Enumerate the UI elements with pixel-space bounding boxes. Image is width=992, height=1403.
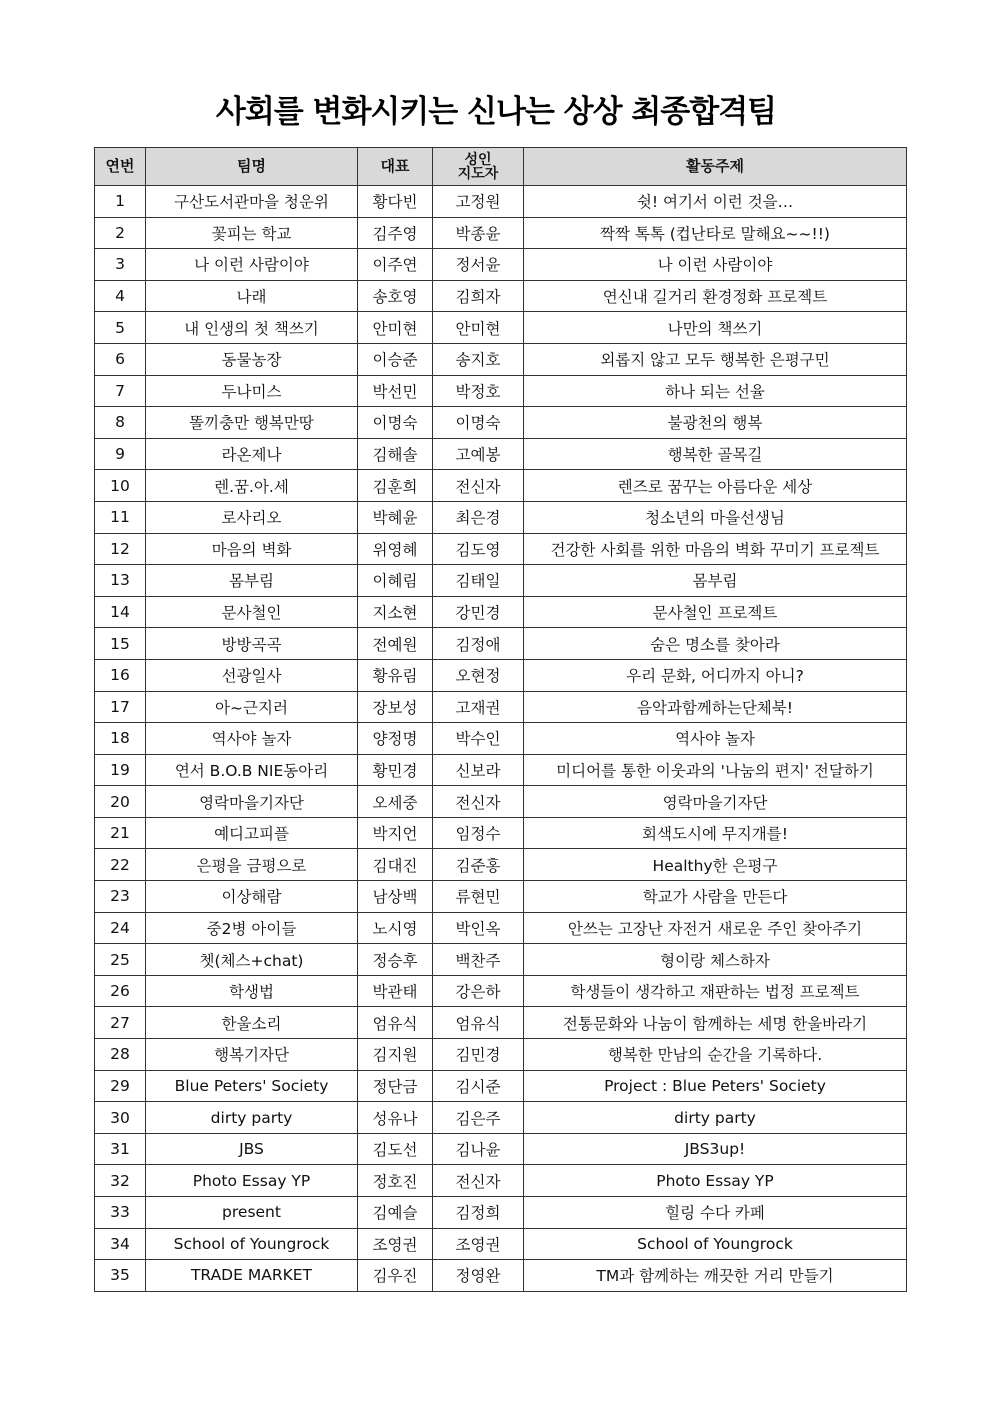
cell-topic: 행복한 만남의 순간을 기록하다.: [524, 1039, 907, 1071]
table-row: [95, 881, 907, 913]
header-rep: 대표: [358, 148, 433, 186]
team-roster-table: [94, 147, 907, 1292]
cell-advisor: 박수인: [433, 723, 524, 755]
cell-no: 32: [95, 1165, 146, 1197]
cell-rep: 위영혜: [358, 533, 433, 565]
cell-rep: 장보성: [358, 691, 433, 723]
table-row: [95, 565, 907, 597]
cell-team: 나래: [146, 280, 358, 312]
cell-team: 연서 B.O.B NIE동아리: [146, 754, 358, 786]
cell-team: 쳇(체스+chat): [146, 944, 358, 976]
cell-advisor: 전신자: [433, 470, 524, 502]
cell-no: 23: [95, 881, 146, 913]
cell-advisor: 엄유식: [433, 1007, 524, 1039]
cell-topic: 숨은 명소를 찾아라: [524, 628, 907, 660]
table-row: [95, 407, 907, 439]
cell-no: 11: [95, 501, 146, 533]
cell-rep: 김주영: [358, 217, 433, 249]
cell-rep: 황다빈: [358, 186, 433, 218]
header-advisor-line2: 지도자: [457, 165, 499, 182]
cell-rep: 엄유식: [358, 1007, 433, 1039]
table-row: [95, 912, 907, 944]
cell-topic: Healthy한 은평구: [524, 849, 907, 881]
cell-advisor: 강은하: [433, 975, 524, 1007]
cell-rep: 지소현: [358, 596, 433, 628]
cell-no: 19: [95, 754, 146, 786]
cell-advisor: 최은경: [433, 501, 524, 533]
table-row: [95, 438, 907, 470]
table-row: [95, 723, 907, 755]
table-row: [95, 501, 907, 533]
cell-no: 15: [95, 628, 146, 660]
table-row: [95, 659, 907, 691]
cell-topic: 외롭지 않고 모두 행복한 은평구민: [524, 343, 907, 375]
cell-advisor: 안미현: [433, 312, 524, 344]
cell-no: 22: [95, 849, 146, 881]
cell-team: 마음의 벽화: [146, 533, 358, 565]
cell-topic: 청소년의 마을선생님: [524, 501, 907, 533]
cell-team: JBS: [146, 1133, 358, 1165]
cell-team: 역사야 놀자: [146, 723, 358, 755]
cell-topic: 학교가 사람을 만든다: [524, 881, 907, 913]
cell-advisor: 정서윤: [433, 249, 524, 281]
cell-rep: 이명숙: [358, 407, 433, 439]
table-row: [95, 470, 907, 502]
cell-no: 25: [95, 944, 146, 976]
table-row: [95, 691, 907, 723]
cell-rep: 박혜윤: [358, 501, 433, 533]
cell-advisor: 조영권: [433, 1228, 524, 1260]
page-title: 사회를 변화시키는 신나는 상상 최종합격팀: [215, 94, 777, 130]
cell-team: 문사철인: [146, 596, 358, 628]
header-advisor: [433, 148, 524, 186]
cell-rep: 김지원: [358, 1039, 433, 1071]
cell-topic: 문사철인 프로젝트: [524, 596, 907, 628]
cell-team: Photo Essay YP: [146, 1165, 358, 1197]
cell-rep: 송호영: [358, 280, 433, 312]
cell-topic: 우리 문화, 어디까지 아니?: [524, 659, 907, 691]
cell-topic: TM과 함께하는 깨끗한 거리 만들기: [524, 1260, 907, 1292]
cell-no: 9: [95, 438, 146, 470]
cell-topic: 미디어를 통한 이웃과의 '나눔의 편지' 전달하기: [524, 754, 907, 786]
cell-rep: 김훈희: [358, 470, 433, 502]
cell-topic: 불광천의 행복: [524, 407, 907, 439]
cell-topic: Project : Blue Peters' Society: [524, 1070, 907, 1102]
table-row: [95, 375, 907, 407]
cell-team: 학생법: [146, 975, 358, 1007]
cell-no: 24: [95, 912, 146, 944]
cell-team: 한울소리: [146, 1007, 358, 1039]
cell-no: 1: [95, 186, 146, 218]
cell-advisor: 김민경: [433, 1039, 524, 1071]
cell-rep: 이주연: [358, 249, 433, 281]
cell-team: dirty party: [146, 1102, 358, 1134]
cell-rep: 조영권: [358, 1228, 433, 1260]
cell-topic: 짝짝 톡톡 (컵난타로 말해요~~!!): [524, 217, 907, 249]
cell-advisor: 고정원: [433, 186, 524, 218]
table-row: [95, 1102, 907, 1134]
cell-advisor: 김정희: [433, 1197, 524, 1229]
cell-advisor: 백찬주: [433, 944, 524, 976]
table-row: [95, 944, 907, 976]
cell-team: 로사리오: [146, 501, 358, 533]
cell-team: Blue Peters' Society: [146, 1070, 358, 1102]
table-row: [95, 1133, 907, 1165]
cell-no: 29: [95, 1070, 146, 1102]
cell-no: 6: [95, 343, 146, 375]
cell-topic: 건강한 사회를 위한 마음의 벽화 꾸미기 프로젝트: [524, 533, 907, 565]
cell-advisor: 류현민: [433, 881, 524, 913]
cell-no: 16: [95, 659, 146, 691]
cell-advisor: 고재권: [433, 691, 524, 723]
cell-no: 13: [95, 565, 146, 597]
cell-advisor: 정영완: [433, 1260, 524, 1292]
cell-topic: 안쓰는 고장난 자전거 새로운 주인 찾아주기: [524, 912, 907, 944]
cell-rep: 양정명: [358, 723, 433, 755]
table-row: [95, 186, 907, 218]
cell-topic: 연신내 길거리 환경정화 프로젝트: [524, 280, 907, 312]
cell-no: 21: [95, 817, 146, 849]
table-row: [95, 1260, 907, 1292]
cell-no: 26: [95, 975, 146, 1007]
table-row: [95, 1007, 907, 1039]
cell-topic: 회색도시에 무지개를!: [524, 817, 907, 849]
cell-no: 34: [95, 1228, 146, 1260]
cell-no: 14: [95, 596, 146, 628]
table-row: [95, 1197, 907, 1229]
table-row: [95, 628, 907, 660]
cell-advisor: 신보라: [433, 754, 524, 786]
table-row: [95, 1039, 907, 1071]
cell-rep: 박관태: [358, 975, 433, 1007]
cell-advisor: 김은주: [433, 1102, 524, 1134]
table-row: [95, 280, 907, 312]
cell-no: 5: [95, 312, 146, 344]
cell-advisor: 김희자: [433, 280, 524, 312]
cell-rep: 남상백: [358, 881, 433, 913]
cell-rep: 김해솔: [358, 438, 433, 470]
cell-advisor: 전신자: [433, 1165, 524, 1197]
cell-team: 중2병 아이들: [146, 912, 358, 944]
cell-rep: 황민경: [358, 754, 433, 786]
cell-no: 28: [95, 1039, 146, 1071]
cell-advisor: 김시준: [433, 1070, 524, 1102]
cell-rep: 김도선: [358, 1133, 433, 1165]
cell-no: 8: [95, 407, 146, 439]
table-row: [95, 249, 907, 281]
cell-team: 선광일사: [146, 659, 358, 691]
cell-team: 행복기자단: [146, 1039, 358, 1071]
cell-advisor: 박정호: [433, 375, 524, 407]
cell-topic: 전통문화와 나눔이 함께하는 세명 한울바라기: [524, 1007, 907, 1039]
cell-team: 꽃피는 학교: [146, 217, 358, 249]
cell-team: 똘끼충만 행복만땅: [146, 407, 358, 439]
cell-no: 30: [95, 1102, 146, 1134]
cell-team: 구산도서관마을 청운위: [146, 186, 358, 218]
cell-rep: 정단금: [358, 1070, 433, 1102]
cell-advisor: 박인옥: [433, 912, 524, 944]
cell-team: present: [146, 1197, 358, 1229]
cell-team: 예디고피플: [146, 817, 358, 849]
cell-team: 나 이런 사람이야: [146, 249, 358, 281]
cell-no: 7: [95, 375, 146, 407]
cell-no: 17: [95, 691, 146, 723]
cell-advisor: 김나윤: [433, 1133, 524, 1165]
table-header-row: [95, 148, 907, 186]
cell-topic: 힐링 수다 카페: [524, 1197, 907, 1229]
cell-rep: 전예원: [358, 628, 433, 660]
cell-advisor: 김정애: [433, 628, 524, 660]
cell-rep: 이혜림: [358, 565, 433, 597]
cell-team: 몸부림: [146, 565, 358, 597]
cell-no: 33: [95, 1197, 146, 1229]
cell-advisor: 강민경: [433, 596, 524, 628]
header-no: 연번: [95, 148, 146, 186]
header-team: 팀명: [146, 148, 358, 186]
cell-advisor: 김준홍: [433, 849, 524, 881]
cell-topic: 형이랑 체스하자: [524, 944, 907, 976]
cell-team: 라온제나: [146, 438, 358, 470]
cell-rep: 정승후: [358, 944, 433, 976]
table-row: [95, 1165, 907, 1197]
cell-advisor: 송지호: [433, 343, 524, 375]
cell-advisor: 이명숙: [433, 407, 524, 439]
cell-rep: 김대진: [358, 849, 433, 881]
cell-advisor: 김태일: [433, 565, 524, 597]
cell-team: TRADE MARKET: [146, 1260, 358, 1292]
table-body: [95, 186, 907, 1292]
cell-rep: 오세중: [358, 786, 433, 818]
table-row: [95, 596, 907, 628]
cell-rep: 성유나: [358, 1102, 433, 1134]
cell-advisor: 전신자: [433, 786, 524, 818]
table-row: [95, 849, 907, 881]
cell-no: 4: [95, 280, 146, 312]
cell-rep: 박선민: [358, 375, 433, 407]
header-topic: 활동주제: [524, 148, 907, 186]
cell-rep: 김예슬: [358, 1197, 433, 1229]
cell-advisor: 김도영: [433, 533, 524, 565]
cell-team: 방방곡곡: [146, 628, 358, 660]
cell-topic: 행복한 골목길: [524, 438, 907, 470]
cell-advisor: 박종윤: [433, 217, 524, 249]
cell-no: 12: [95, 533, 146, 565]
cell-topic: 하나 되는 선율: [524, 375, 907, 407]
cell-team: School of Youngrock: [146, 1228, 358, 1260]
cell-topic: 몸부림: [524, 565, 907, 597]
table-row: [95, 786, 907, 818]
cell-topic: 학생들이 생각하고 재판하는 법정 프로젝트: [524, 975, 907, 1007]
cell-advisor: 임정수: [433, 817, 524, 849]
cell-no: 20: [95, 786, 146, 818]
cell-topic: 렌즈로 꿈꾸는 아름다운 세상: [524, 470, 907, 502]
cell-rep: 박지언: [358, 817, 433, 849]
table-row: [95, 1228, 907, 1260]
cell-advisor: 오현정: [433, 659, 524, 691]
cell-no: 10: [95, 470, 146, 502]
header-advisor-line1: 성인: [464, 151, 492, 168]
cell-team: 이상해람: [146, 881, 358, 913]
table-row: [95, 217, 907, 249]
table-row: [95, 533, 907, 565]
cell-topic: dirty party: [524, 1102, 907, 1134]
cell-topic: 나만의 책쓰기: [524, 312, 907, 344]
cell-no: 3: [95, 249, 146, 281]
table-row: [95, 754, 907, 786]
cell-no: 2: [95, 217, 146, 249]
cell-rep: 정호진: [358, 1165, 433, 1197]
table-row: [95, 312, 907, 344]
cell-no: 18: [95, 723, 146, 755]
cell-team: 은평을 금평으로: [146, 849, 358, 881]
cell-rep: 안미현: [358, 312, 433, 344]
cell-team: 내 인생의 첫 책쓰기: [146, 312, 358, 344]
cell-team: 아~근지러: [146, 691, 358, 723]
cell-topic: Photo Essay YP: [524, 1165, 907, 1197]
cell-no: 31: [95, 1133, 146, 1165]
cell-rep: 이승준: [358, 343, 433, 375]
cell-topic: JBS3up!: [524, 1133, 907, 1165]
table-row: [95, 817, 907, 849]
cell-topic: 역사야 놀자: [524, 723, 907, 755]
cell-team: 두나미스: [146, 375, 358, 407]
cell-rep: 김우진: [358, 1260, 433, 1292]
cell-advisor: 고예봉: [433, 438, 524, 470]
cell-rep: 노시영: [358, 912, 433, 944]
cell-rep: 황유림: [358, 659, 433, 691]
cell-no: 27: [95, 1007, 146, 1039]
cell-topic: 쉿! 여기서 이런 것을…: [524, 186, 907, 218]
cell-topic: 음악과함께하는단체북!: [524, 691, 907, 723]
cell-topic: School of Youngrock: [524, 1228, 907, 1260]
cell-no: 35: [95, 1260, 146, 1292]
table-row: [95, 343, 907, 375]
cell-team: 동물농장: [146, 343, 358, 375]
cell-team: 영락마을기자단: [146, 786, 358, 818]
table-row: [95, 1070, 907, 1102]
table-row: [95, 975, 907, 1007]
cell-topic: 영락마을기자단: [524, 786, 907, 818]
cell-topic: 나 이런 사람이야: [524, 249, 907, 281]
cell-team: 렌.꿈.아.세: [146, 470, 358, 502]
